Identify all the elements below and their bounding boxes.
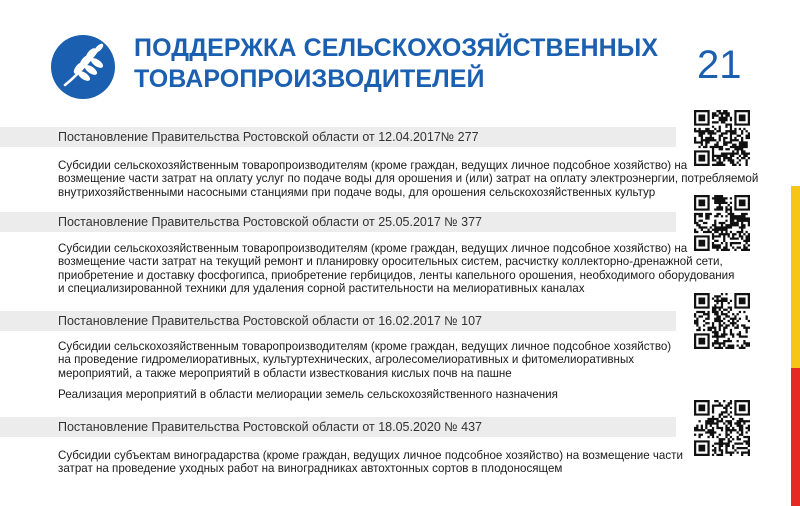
- subsidy-line: внутрихозяйственными насосными станциями при подаче воды, для орошения сельскохозяйственных культур: [58, 185, 656, 199]
- subsidy-line: мероприятий, а также мероприятий в области известкования кислых почв на пашне: [58, 366, 512, 380]
- resolution-title: Постановление Правительства Ростовской области от 12.04.2017№ 277: [58, 130, 479, 144]
- subsidy-line: Субсидии субъектам виноградарства (кроме граждан, ведущих личное подсобное хозяйство) на возмещение части: [58, 449, 683, 462]
- subsidy-text-2: [58, 242, 735, 295]
- subsidy-line: Субсидии сельскохозяйственным товаропроизводителям (кроме граждан, ведущих личное подсобное хозяйство): [58, 340, 672, 353]
- red-stripe: [791, 368, 800, 506]
- subsidy-line: Субсидии сельскохозяйственным товаропроизводителям (кроме граждан, ведущих личное подсобное хозяйство) на: [58, 159, 688, 172]
- subsidy-text-3: [58, 340, 688, 380]
- resolution-bar-1: [0, 127, 676, 147]
- qr-code-2[interactable]: [694, 195, 750, 251]
- qr-code-4[interactable]: [694, 400, 750, 456]
- resolution-title: Постановление Правительства Ростовской области от 25.05.2017 № 377: [58, 215, 482, 229]
- resolution-bar-2: [0, 212, 676, 232]
- subsidy-text-4: [58, 449, 688, 476]
- resolution-bar-4: [0, 417, 676, 437]
- qr-code-3[interactable]: [694, 293, 750, 349]
- subsidy-line: и специализированной техники для удаления сорной растительности на мелиоративных каналах: [58, 281, 585, 295]
- measure-line: Реализация мероприятий в области мелиорации земель сельскохозяйственного назначения: [58, 388, 558, 401]
- page-title: [134, 33, 674, 95]
- subsidy-line: Субсидии сельскохозяйственным товаропроизводителям (кроме граждан, ведущих личное подсобное хозяйство) на: [58, 242, 688, 255]
- logo: [51, 35, 115, 99]
- subsidy-line: возмещение части затрат на оплату услуг по подаче воды для орошения и (или) затрат на оплату электроэнергии, потребляемой: [58, 172, 759, 186]
- resolution-title: Постановление Правительства Ростовской области от 16.02.2017 № 107: [58, 314, 482, 328]
- page-title-line-2: ТОВАРОПРОИЗВОДИТЕЛЕЙ: [134, 65, 485, 93]
- yellow-stripe: [791, 186, 800, 368]
- wheat-icon: [51, 35, 115, 99]
- qr-code-1[interactable]: [694, 110, 750, 166]
- subsidy-text-1: [58, 159, 759, 199]
- measure-text: [58, 388, 688, 401]
- subsidy-line: затрат на проведение уходных работ на виноградниках автохтонных сортов в плодоносящем: [58, 462, 563, 476]
- subsidy-line: возмещение части затрат на текущий ремонт и планировку оросительных систем, расчистку коллекторно-дренажной сети,: [58, 255, 723, 269]
- resolution-bar-3: [0, 311, 676, 331]
- page-title-line-1: ПОДДЕРЖКА СЕЛЬСКОХОЗЯЙСТВЕННЫХ: [134, 34, 659, 62]
- page-number: 21: [697, 43, 742, 87]
- resolution-title: Постановление Правительства Ростовской области от 18.05.2020 № 437: [58, 420, 482, 434]
- subsidy-line: приобретение и доставку фосфогипса, приобретение гербицидов, ленты капельного орошения, необходимого оборудования: [58, 268, 735, 282]
- subsidy-line: на проведение гидромелиоративных, культуртехнических, агролесомелиоративных и фитомелиоративных: [58, 353, 635, 367]
